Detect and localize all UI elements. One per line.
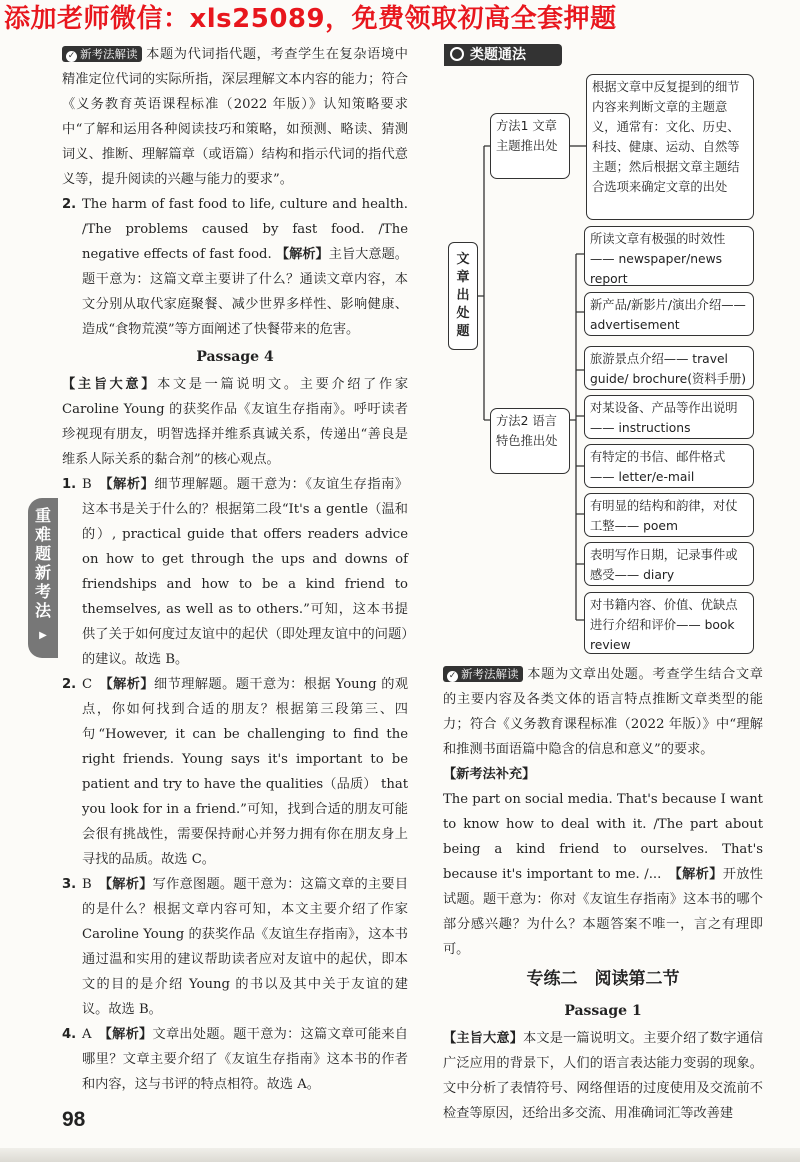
- section-side-tab[interactable]: 重 难 题 新 考 法 ▶: [28, 498, 58, 658]
- triangle-right-icon: ▶: [39, 630, 47, 641]
- feature-box: 新产品/新影片/演出介绍—— advertisement: [584, 292, 754, 336]
- method-header: 类题通法: [444, 44, 562, 66]
- answer-item: 3. B 【解析】写作意图题。题干意为：这篇文章的主要目的是什么？根据文章内容可知，本文主要介绍了作家 Caroline Young 的获奖作品《友谊生存指南》，这本书通过温和实用的建议帮助读者应对友谊中的起伏，即本文的目的是介绍 Young 的书以及其中关于友谊的建议。故选 B。: [62, 877, 409, 1017]
- feature-box: 对书籍内容、价值、优缺点进行介绍和评价—— book review: [584, 592, 754, 654]
- feature-box: 对某设备、产品等作出说明—— instructions: [584, 395, 754, 439]
- main-idea: 【主旨大意】本文是一篇说明文。主要介绍了数字通信广泛应用的背景下，人们的语言表达能力变弱的现象。文中分析了表情符号、网络俚语的过度使用及交流前不检查等原因，还给出多交流、用准确词汇等改善建: [443, 1031, 764, 1121]
- lightbulb-icon: ✓: [448, 671, 457, 681]
- lightbulb-icon: ✓: [67, 51, 76, 61]
- passage-title: Passage 1: [564, 1003, 642, 1019]
- right-column: [443, 662, 763, 1126]
- feature-box: 有明显的结构和韵律，对仗工整—— poem: [584, 493, 754, 537]
- supplement-answer: The part on social media. That's because I want to know how to deal with it. /The part about being a kind friend to ourselves. That's because it's important to me. /... 【解析】开放性试题。题干意为：你对《友谊生存指南》这本书的哪个部分感兴趣？为什么？本题答案不唯一，言之有理即可。: [443, 792, 763, 957]
- answer-item: 1. B 【解析】细节理解题。题干意为：《友谊生存指南》这本书是关于什么的？根据第二段“It's a gentle（温和的）, practical guide that offers readers advice on how to get through the ups and downs of friendships and how to be a kind friend to themselves, as well as to others.”可知，这本书提供了关于如何度过友谊中的起伏（即处理友谊中的问题）的建议。故选 B。: [62, 477, 409, 667]
- new-exam-tag: ✓ 新考法解读: [62, 46, 142, 62]
- answer-item: 4. A 【解析】文章出处题。题干意为：这篇文章可能来自哪里？文章主要介绍了《友谊生存指南》这本书的作者和内容，这与书评的特点相符。故选 A。: [62, 1027, 408, 1092]
- method-2-box: 方法2 语言特色推出处: [490, 408, 570, 474]
- new-exam-analysis: ✓ 新考法解读 本题为文章出处题。考查学生结合文章的主要内容及各类文体的语言特点推断文章类型的能力；符合《义务教育课程标准（2022 年版）》中“理解和推测书面语篇中隐含的信息和意义”的要求。: [443, 667, 763, 757]
- answer-item-q2: 2. The harm of fast food to life, culture and health. /The problems caused by fast food. /The negative effects of fast food. 【解析】主旨大意题。题干意为：这篇文章主要讲了什么？通读文章内容，本文分别从取代家庭聚餐、减少世界多样性、影响健康、造成“食物荒漠”等方面阐述了快餐带来的危害。: [62, 197, 408, 337]
- theme-box: 根据文章中反复提到的细节内容来判断文章的主题意义，通常有：文化、历史、科技、健康、运动、自然等主题；然后根据文章主题结合选项来确定文章的出处: [586, 74, 754, 220]
- promo-banner: 添加老师微信：xls25089，免费领取初高全套押题: [4, 4, 617, 34]
- supplement-title: 【新考法补充】: [443, 767, 536, 782]
- feature-box: 有特定的书信、邮件格式—— letter/e-mail: [584, 444, 754, 488]
- section-title: 专练二 阅读第二节: [526, 969, 680, 989]
- answer-item: 2. C 【解析】细节理解题。题干意为：根据 Young 的观点，你如何找到合适的朋友？根据第三段第三、四句“However, it can be challenging to find the right friends. Young says it's important to be patient and try to have the qualities（品质） that you look for in a friend.”可知，找到合适的朋友可能会很有挑战性，需要保持耐心并努力拥有你在朋友身上寻找的品质。故选 C。: [62, 677, 409, 867]
- intro-text: 本题为代词指代题，考查学生在复杂语境中精准定位代词的实际所指，深层理解文本内容的能力；符合《义务教育英语课程标准（2022 年版）》认知策略要求中“了解和运用各种阅读技巧和策略，如预测、略读、猜测词义、推断、理解篇章（或语篇）结构和指示代词的指代意义等，提升阅读的兴趣与能力的要求”。: [62, 47, 408, 187]
- page-edge: [0, 1148, 800, 1162]
- feature-box: 所读文章有极强的时效性—— newspaper/news report: [584, 226, 754, 286]
- feature-box: 旅游景点介绍—— travel guide/ brochure(资料手册): [584, 346, 754, 390]
- page-number: 98: [62, 1108, 86, 1131]
- method-1-box: 方法1 文章主题推出处: [490, 113, 570, 179]
- diagram-root: 文 章 出 处 题: [448, 242, 478, 350]
- passage-title: Passage 4: [196, 349, 274, 365]
- new-exam-tag: ✓ 新考法解读: [443, 666, 523, 682]
- main-idea: 【主旨大意】本文是一篇说明文。主要介绍了作家 Caroline Young 的获奖作品《友谊生存指南》。呼吁读者珍视现有朋友，明智选择并维系真诚关系，传递出“善良是维系人际关系的黏合剂”的核心观点。: [62, 377, 409, 467]
- feature-box: 表明写作日期，记录事件或感受—— diary: [584, 542, 754, 586]
